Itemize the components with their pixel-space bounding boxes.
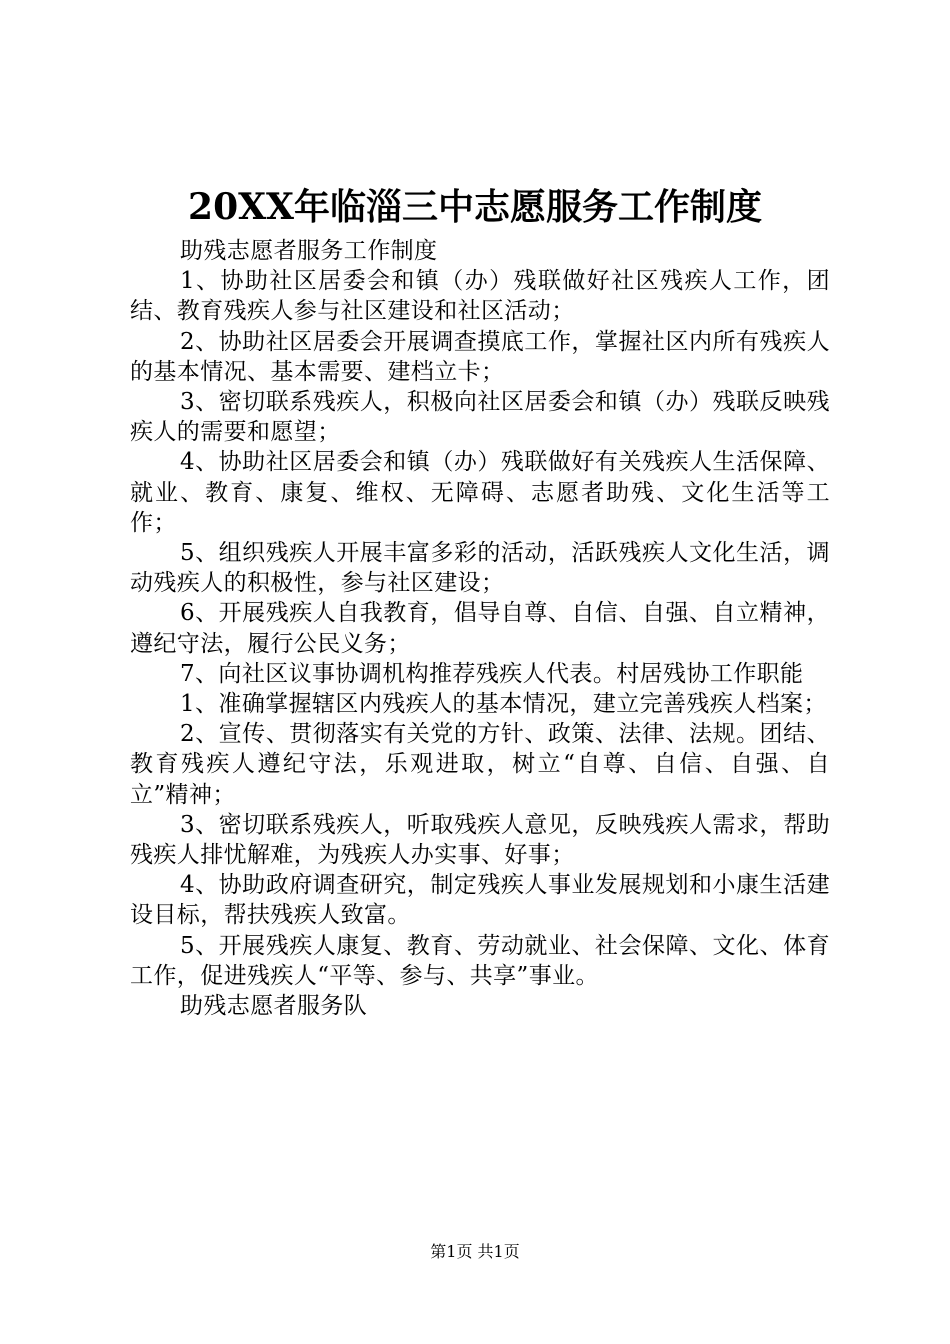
paragraph: 4、协助社区居委会和镇（办）残联做好有关残疾人生活保障、就业、教育、康复、维权、无障碍、志愿者助残、文化生活等工作；: [130, 449, 830, 536]
paragraph: 1、协助社区居委会和镇（办）残联做好社区残疾人工作，团结、教育残疾人参与社区建设和社区活动；: [130, 268, 830, 325]
document-title: 20XX年临淄三中志愿服务工作制度: [188, 186, 762, 228]
paragraph: 3、密切联系残疾人，积极向社区居委会和镇（办）残联反映残疾人的需要和愿望；: [130, 389, 830, 446]
paragraph-heading: 助残志愿者服务工作制度: [180, 238, 438, 264]
paragraph: 3、密切联系残疾人，听取残疾人意见，反映残疾人需求，帮助残疾人排忧解难，为残疾人办实事、好事；: [130, 811, 830, 869]
paragraph: 2、协助社区居委会开展调查摸底工作，掌握社区内所有残疾人的基本情况、基本需要、建档立卡；: [130, 328, 830, 385]
document-body: [130, 236, 830, 1021]
signature-line: 助残志愿者服务队: [180, 993, 368, 1020]
paragraph: 6、开展残疾人自我教育，倡导自尊、自信、自强、自立精神，遵纪守法，履行公民义务；: [130, 600, 830, 657]
page-footer: 第1页 共1页: [430, 1242, 520, 1261]
paragraph: 5、组织残疾人开展丰富多彩的活动，活跃残疾人文化生活，调动残疾人的积极性，参与社区建设；: [130, 540, 830, 597]
paragraph: 5、开展残疾人康复、教育、劳动就业、社会保障、文化、体育工作，促进残疾人“平等、参与、共享”事业。: [130, 932, 830, 989]
paragraph: 7、向社区议事协调机构推荐残疾人代表。村居残协工作职能: [180, 660, 804, 687]
paragraph: 4、协助政府调查研究，制定残疾人事业发展规划和小康生活建设目标，帮扶残疾人致富。: [130, 872, 830, 929]
paragraph: 2、宣传、贯彻落实有关党的方针、政策、法律、法规。团结、教育残疾人遵纪守法，乐观进取，树立“自尊、自信、自强、自立”精神；: [130, 721, 830, 808]
paragraph: 1、准确掌握辖区内残疾人的基本情况，建立完善残疾人档案；: [180, 691, 827, 718]
